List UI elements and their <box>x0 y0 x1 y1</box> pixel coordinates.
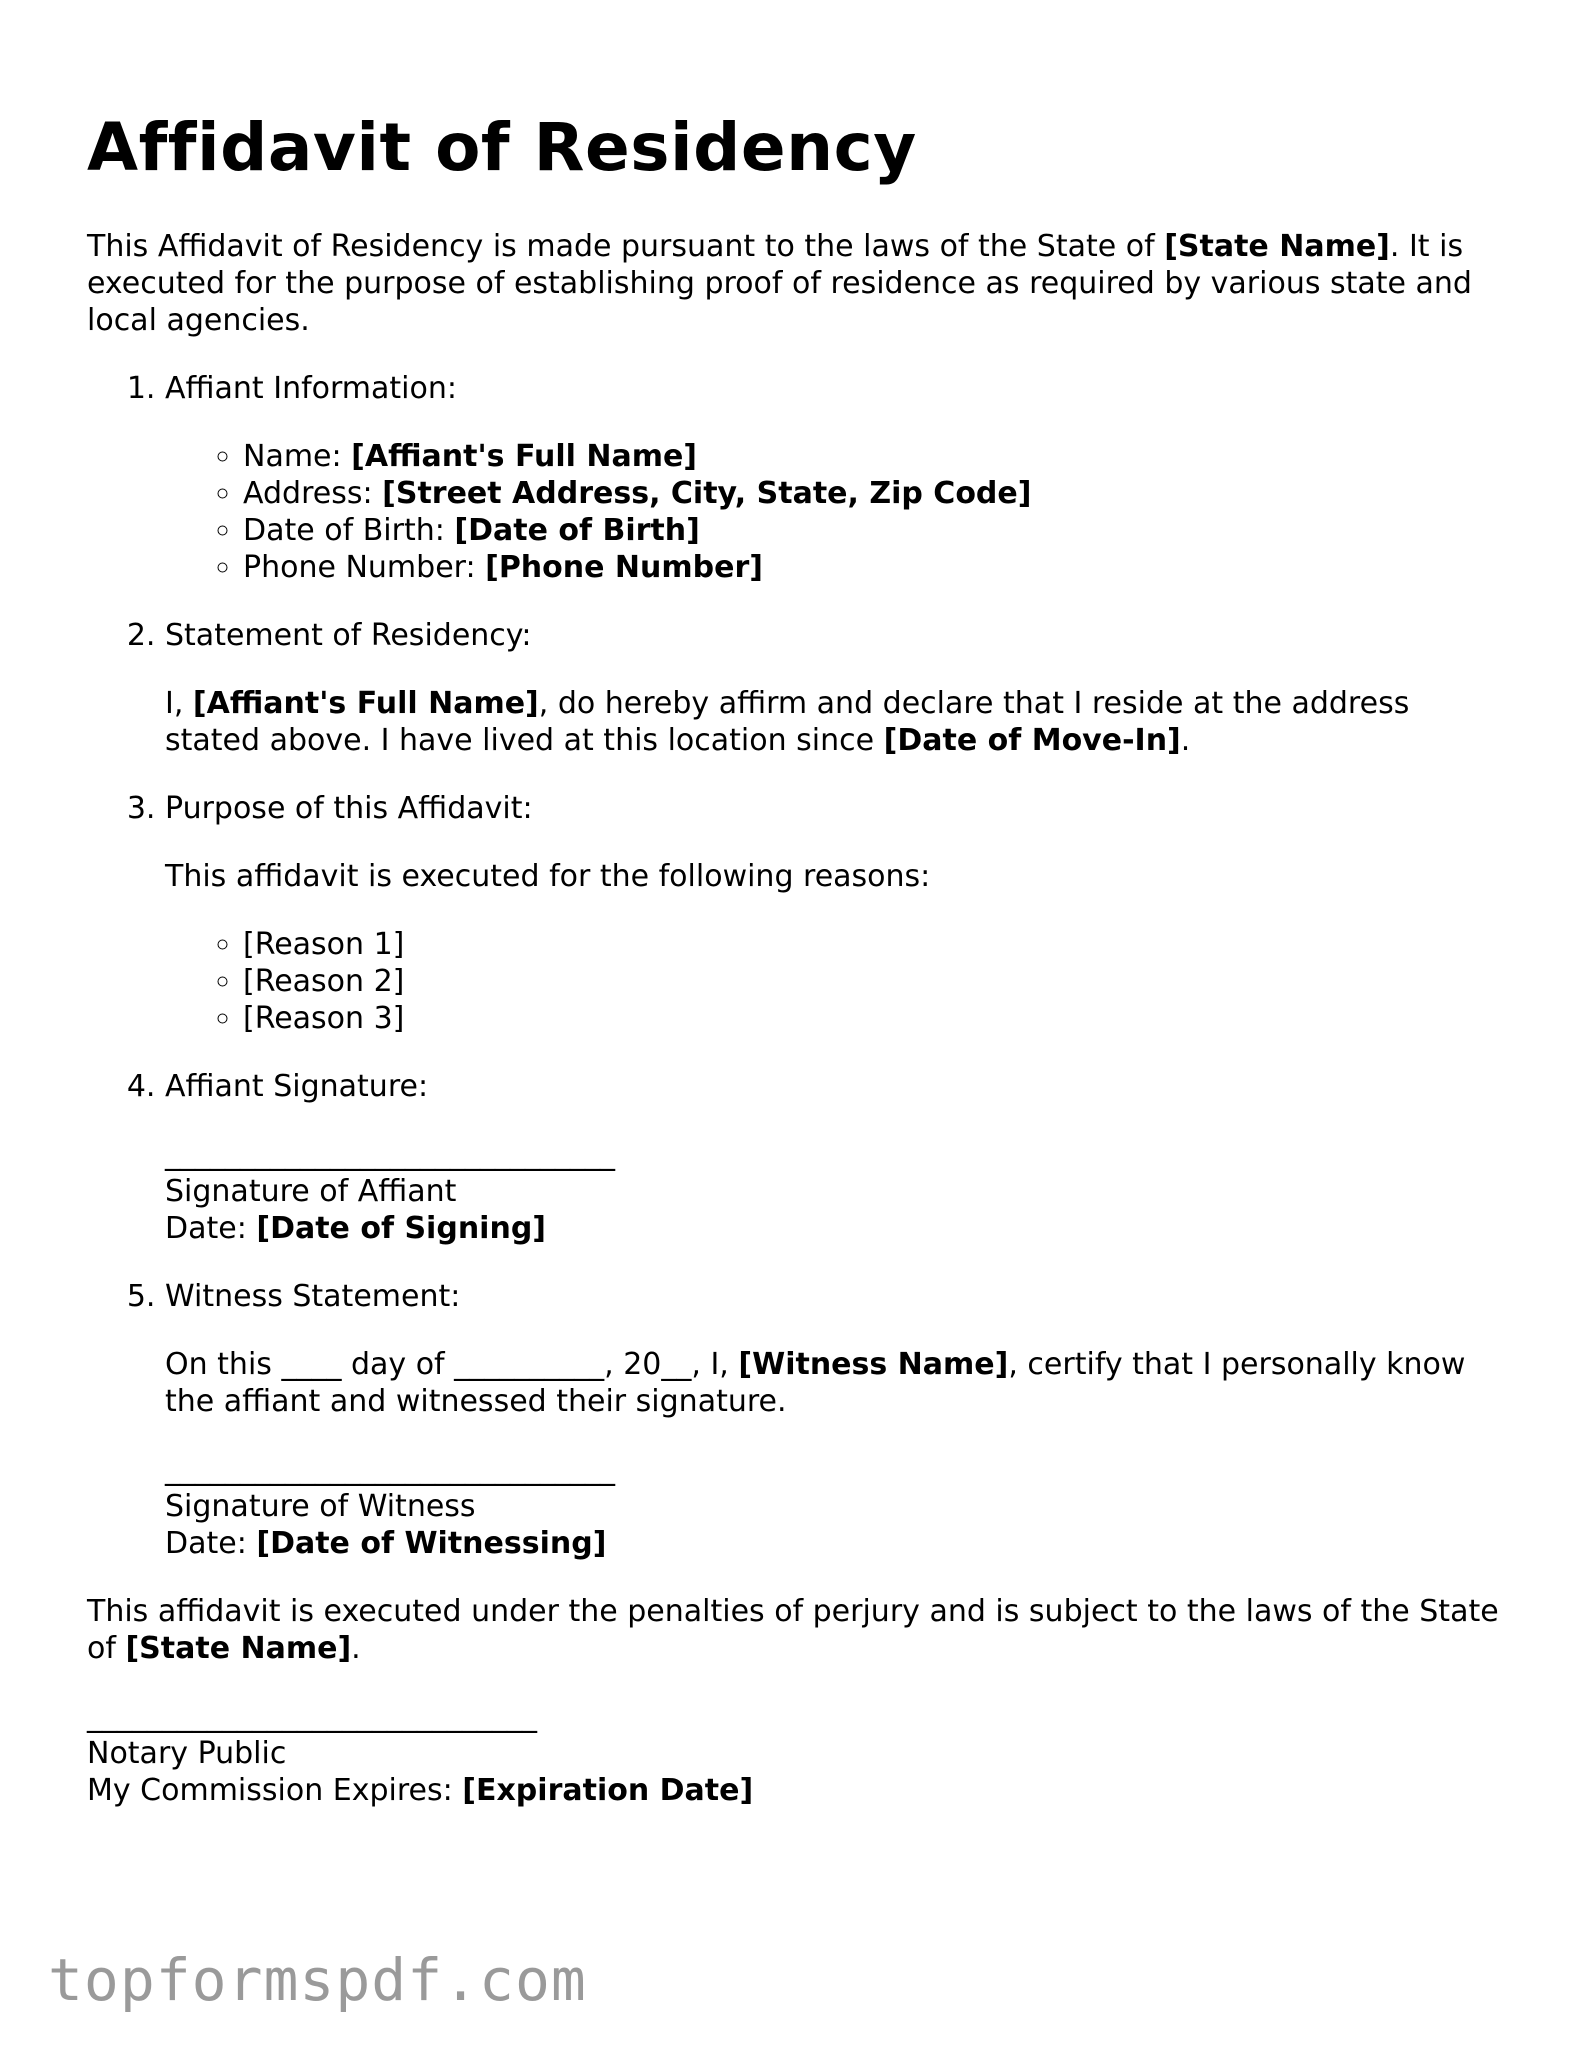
section-title: 2. Statement of Residency: <box>165 618 532 653</box>
affiant-fields-list <box>165 438 1507 586</box>
field-value: [Date of Birth] <box>454 513 700 548</box>
section-title: 5. Witness Statement: <box>165 1279 461 1314</box>
notary-block <box>87 1698 1507 1809</box>
witness-text: , certify that I personally know the affiant and witnessed their signature. <box>165 1347 1466 1419</box>
section-witness-statement <box>165 1278 1507 1562</box>
closing-paragraph <box>87 1593 1507 1667</box>
field-label: Phone Number: <box>243 550 486 585</box>
witness-name-placeholder: [Witness Name] <box>738 1347 1009 1382</box>
signature-caption: Signature of Affiant <box>165 1174 457 1209</box>
signature-line: ______________________________ <box>165 1137 615 1172</box>
statement-paragraph <box>165 685 1507 759</box>
date-placeholder: [Date of Signing] <box>256 1211 547 1246</box>
section-title: 4. Affiant Signature: <box>165 1069 429 1104</box>
document-page <box>87 108 1507 1809</box>
section-affiant-information <box>165 370 1507 586</box>
witness-paragraph <box>165 1346 1507 1420</box>
expiry-placeholder: [Expiration Date] <box>462 1773 754 1808</box>
statement-text: , do hereby affirm and declare that I reside at the address stated above. I have lived at this location since <box>165 686 1410 758</box>
field-value: [Street Address, City, State, Zip Code] <box>382 476 1032 511</box>
move-in-date-placeholder: [Date of Move-In] <box>883 723 1181 758</box>
reasons-list <box>165 926 1507 1037</box>
section-title: 1. Affiant Information: <box>165 371 457 406</box>
purpose-text: This affidavit is executed for the following reasons: <box>165 859 931 894</box>
intro-text-after: . It is executed for the purpose of establishing proof of residence as required by various state and local agencies. <box>87 229 1472 338</box>
watermark-text: topformspdf.com <box>48 1946 587 2014</box>
notary-caption: Notary Public <box>87 1736 287 1771</box>
list-item: ◦ [Reason 1] <box>243 926 1507 963</box>
list-item <box>243 512 1507 549</box>
field-value: [Phone Number] <box>485 550 763 585</box>
closing-text: This affidavit is executed under the penalties of perjury and is subject to the laws of the State of <box>87 1594 1499 1666</box>
date-placeholder: [Date of Witnessing] <box>256 1526 607 1561</box>
list-item: ◦ [Reason 2] <box>243 963 1507 1000</box>
field-label: Name: <box>243 439 352 474</box>
field-value: [Affiant's Full Name] <box>351 439 698 474</box>
affiant-name-placeholder: [Affiant's Full Name] <box>192 686 539 721</box>
list-item <box>243 475 1507 512</box>
closing-text: . <box>351 1631 361 1666</box>
page-title: Affidavit of Residency <box>87 109 917 186</box>
witnessing-date <box>165 1525 1507 1562</box>
intro-paragraph <box>87 228 1507 339</box>
field-label: Address: <box>243 476 383 511</box>
notary-signature-line: ______________________________ <box>87 1699 537 1734</box>
field-label: Date of Birth: <box>243 513 455 548</box>
statement-text: I, <box>165 686 193 721</box>
section-affiant-signature <box>165 1068 1507 1247</box>
section-title: 3. Purpose of this Affidavit: <box>165 791 533 826</box>
section-purpose <box>165 790 1507 1037</box>
date-label: Date: <box>165 1211 257 1246</box>
expiry-label: My Commission Expires: <box>87 1773 463 1808</box>
statement-text: . <box>1180 723 1191 758</box>
witness-text: On this ____ day of __________, 20__, I, <box>165 1347 739 1382</box>
signature-caption: Signature of Witness <box>165 1489 476 1524</box>
section-statement-of-residency <box>165 617 1507 759</box>
intro-text-before: This Affidavit of Residency is made pursuant to the laws of the State of <box>87 229 1165 264</box>
date-label: Date: <box>165 1526 257 1561</box>
signature-line: ______________________________ <box>165 1452 615 1487</box>
closing-state-placeholder: [State Name] <box>125 1631 352 1666</box>
list-item <box>243 549 1507 586</box>
intro-state-placeholder: [State Name] <box>1164 229 1390 264</box>
signing-date <box>165 1210 1507 1247</box>
sections-list <box>87 370 1507 1562</box>
commission-expiry <box>87 1772 1507 1809</box>
list-item <box>243 438 1507 475</box>
list-item: ◦ [Reason 3] <box>243 1000 1507 1037</box>
